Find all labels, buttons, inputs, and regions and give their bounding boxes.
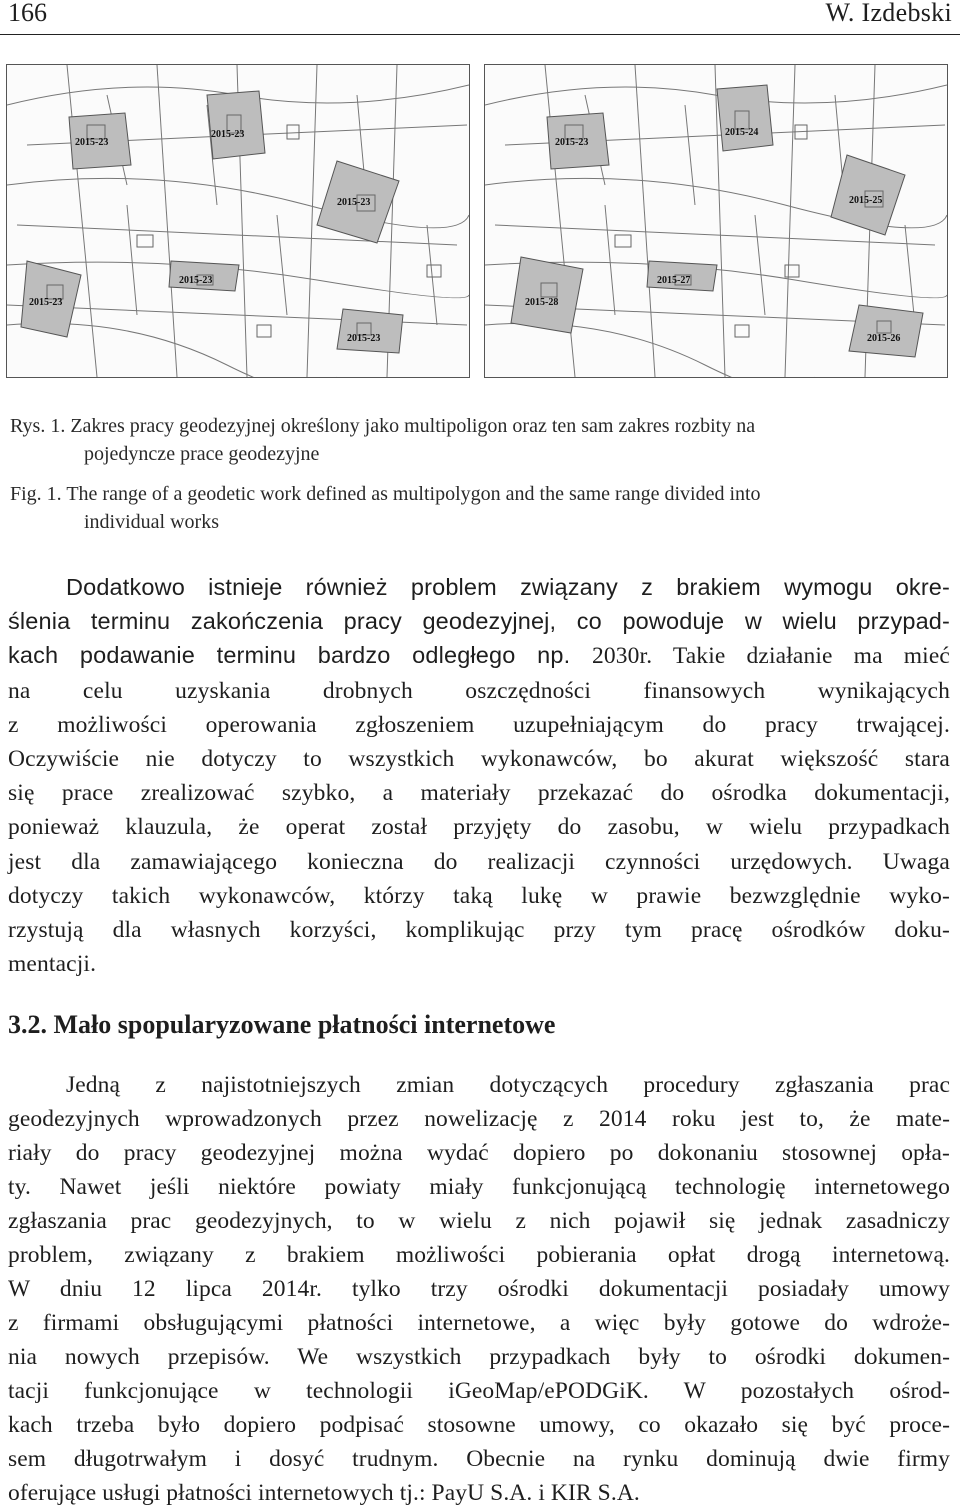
text-line: ślenia terminu zakończenia pracy geodezyjnej, co powoduje w wielu przypad- <box>8 608 950 635</box>
text-line: problem, związany z brakiem możliwości pobierania opłat drogą internetową. <box>8 1242 950 1268</box>
text-line: Jedną z najistotniejszych zmian dotyczących procedury zgłaszania prac <box>66 1072 950 1098</box>
text-line: tacji funkcjonujące w technologii iGeoMap/ePODGiK. W pozostałych ośrod- <box>8 1378 950 1404</box>
figure-caption-pl <box>10 412 940 468</box>
parcel-label: 2015-23 <box>211 129 245 140</box>
text-line: W dniu 12 lipca 2014r. tylko trzy ośrodki dokumentacji posiadały umowy <box>8 1276 950 1302</box>
text-line: Oczywiście nie dotyczy to wszystkich wykonawców, bo akurat większość stara <box>8 746 950 773</box>
section-heading: 3.2. Mało spopularyzowane płatności internetowe <box>8 1010 556 1039</box>
parcel-label: 2015-23 <box>555 137 589 148</box>
parcel-label: 2015-26 <box>867 333 901 344</box>
page-number: 166 <box>8 0 47 27</box>
figure-caption-en <box>10 480 940 536</box>
text-line: się prace zrealizować szybko, a materiały przekazać do ośrodka dokumentacji, <box>8 780 950 807</box>
text-line: zgłaszania prac geodezyjnych, to w wielu z nich pojawił się jednak zasadniczy <box>8 1208 950 1234</box>
text-line: ponieważ klauzula, że operat został przyjęty do zasobu, w wielu przypadkach <box>8 814 950 841</box>
body-paragraph <box>8 570 950 981</box>
figure-maps <box>6 64 946 376</box>
parcel-label: 2015-23 <box>29 297 63 308</box>
map-individual-works <box>484 64 948 378</box>
caption-text: The range of a geodetic work defined as multipolygon and the same range divided into <box>66 483 761 505</box>
text-line: oferujące usługi płatności internetowych tj.: PayU S.A. i KIR S.A. <box>8 1480 640 1506</box>
parcel-label: 2015-23 <box>347 333 381 344</box>
text-line: dotyczy takich wykonawców, którzy taką lukę w prawie bezwzględnie wyko- <box>8 882 950 909</box>
body-paragraph-serif <box>8 674 950 982</box>
parcel-label: 2015-27 <box>657 275 691 286</box>
parcel-polygon <box>849 305 923 357</box>
parcel-polygon <box>511 257 583 333</box>
running-head: W. Izdebski <box>825 0 952 27</box>
caption-text: pojedyncze prace geodezyjne <box>84 443 320 465</box>
text-line: rzystują dla własnych korzyści, komplikując przy tym pracę ośrodków doku- <box>8 917 950 944</box>
text-line: riały do pracy geodezyjnej można wydać dopiero po dokonaniu stosownej opła- <box>8 1140 950 1166</box>
text-line-serif: 2030r. Takie działanie ma mieć <box>591 643 950 670</box>
text-line: Dodatkowo istnieje również problem związany z brakiem wymogu okre- <box>66 574 950 600</box>
parcel-label: 2015-23 <box>179 275 213 286</box>
text-line: z firmami obsługującymi płatności internetowe, a więc były gotowe do wdroże- <box>8 1310 950 1336</box>
text-line: z możliwości operowania zgłoszeniem uzupełniającym do pracy trwającej. <box>8 711 950 738</box>
text-line-sans: kach podawanie terminu bardzo odległego np. <box>8 642 571 669</box>
parcel-polygon <box>207 91 265 159</box>
text-line: ty. Nawet jeśli niektóre powiaty miały funkcjonującą technologię internetowego <box>8 1174 950 1200</box>
caption-text: Zakres pracy geodezyjnej określony jako multipoligon oraz ten sam zakres rozbity na <box>70 415 756 437</box>
parcel-label: 2015-23 <box>337 197 371 208</box>
parcel-label: 2015-28 <box>525 297 559 308</box>
parcel-label: 2015-23 <box>75 137 109 148</box>
text-line: nia nowych przepisów. We wszystkich przypadkach były to ośrodki dokumen- <box>8 1344 950 1370</box>
text-line: kach trzeba było dopiero podpisać stosowne umowy, co okazało się być proce- <box>8 1412 950 1438</box>
page-header <box>0 0 960 35</box>
parcel-polygon <box>337 309 403 353</box>
parcel-polygon <box>717 85 773 151</box>
parcel-label: 2015-25 <box>849 195 883 206</box>
caption-prefix: Rys. 1. <box>10 415 66 437</box>
parcel-label: 2015-24 <box>725 127 759 138</box>
text-line: sem długotrwałym i dosyć trudnym. Obecnie na rynku dominują dwie firmy <box>8 1446 950 1472</box>
text-line: mentacji. <box>8 951 97 978</box>
map-multipolygon <box>6 64 470 378</box>
text-line: jest dla zamawiającego konieczna do realizacji czynności urzędowych. Uwaga <box>8 848 950 875</box>
text-line: geodezyjnych wprowadzonych przez nowelizację z 2014 roku jest to, że mate- <box>8 1106 950 1132</box>
text-line: na celu uzyskania drobnych oszczędności finansowych wynikających <box>8 677 950 704</box>
text-line <box>8 638 950 673</box>
caption-prefix: Fig. 1. <box>10 483 62 505</box>
caption-text: individual works <box>84 511 219 533</box>
body-paragraph <box>8 1068 950 1510</box>
